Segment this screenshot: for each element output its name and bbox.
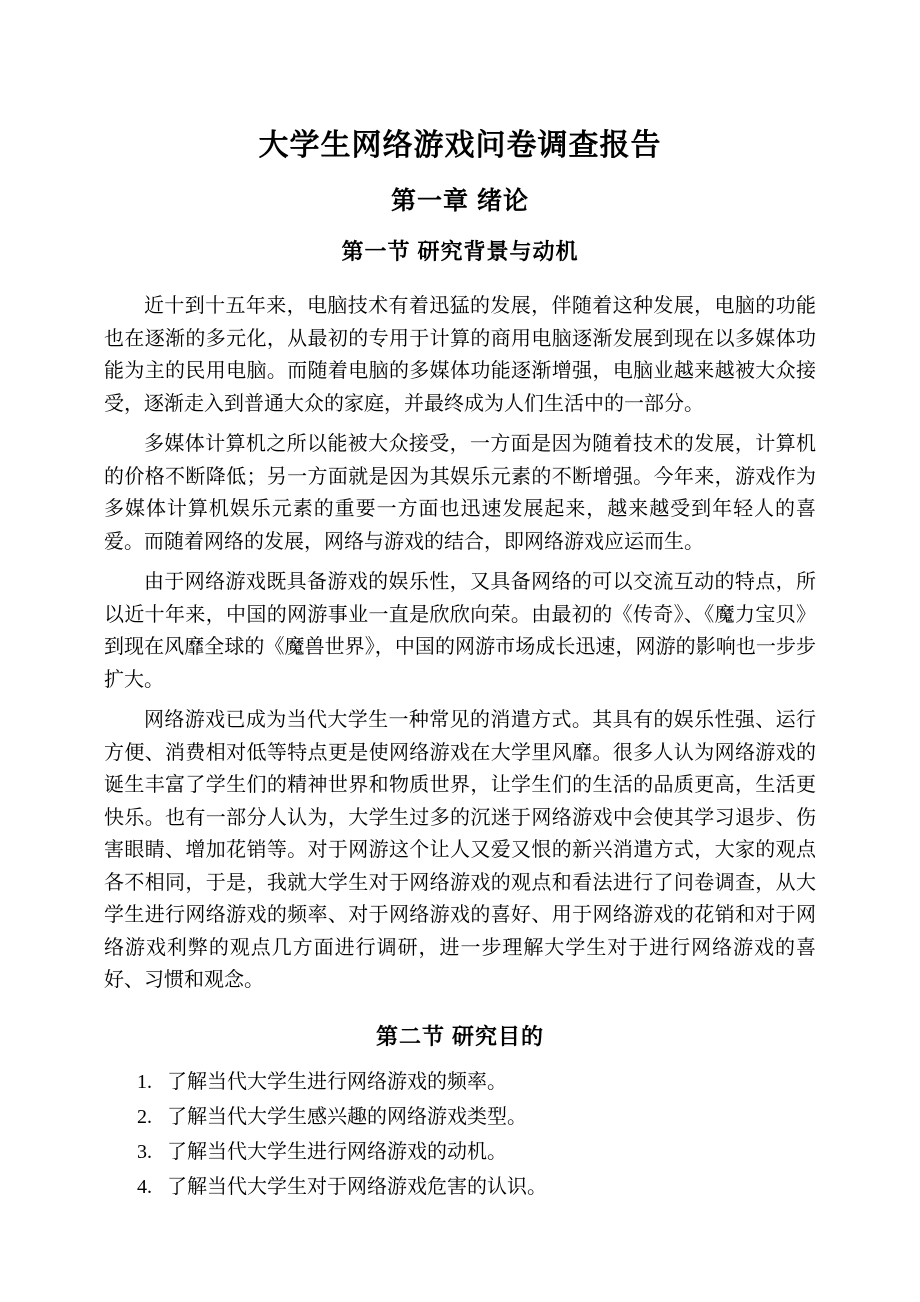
section-1-heading: 第一节 研究背景与动机 <box>341 239 579 264</box>
list-item <box>104 1107 816 1128</box>
research-purpose-list <box>104 1072 816 1198</box>
section-2-heading: 第二节 研究目的 <box>375 1023 545 1049</box>
paragraph-multimedia-acceptance: 多媒体计算机之所以能被大众接受，一方面是因为随着技术的发展，计算机的价格不断降低；另一方面就是因为其娱乐元素的不断增强。今年来，游戏作为多媒体计算机娱乐元素的重要一方面也迅速发展起来，越来越受到年轻人的喜爱。而随着网络的发展，网络与游戏的结合，即网络游戏应运而生。 <box>104 433 816 553</box>
list-item-text: 了解当代大学生进行网络游戏的频率。 <box>167 1070 507 1093</box>
list-item <box>104 1142 816 1163</box>
list-item <box>104 1072 816 1093</box>
document-title: 大学生网络游戏问卷调查报告 <box>258 129 662 162</box>
paragraph-computer-development: 近十到十五年来，电脑技术有着迅猛的发展，伴随着这种发展，电脑的功能也在逐渐的多元化，从最初的专用于计算的商用电脑逐渐发展到现在以多媒体功能为主的民用电脑。而随着电脑的多媒体功能逐渐增强，电脑业越来越被大众接受，逐渐走入到普通大众的家庭，并最终成为人们生活中的一部分。 <box>104 295 816 415</box>
chapter-heading: 第一章 绪论 <box>391 187 529 215</box>
list-item-text: 了解当代大学生进行网络游戏的动机。 <box>167 1140 507 1163</box>
paragraph-online-game-industry: 由于网络游戏既具备游戏的娱乐性，又具备网络的可以交流互动的特点，所以近十年来，中国的网游事业一直是欣欣向荣。由最初的《传奇》、《魔力宝贝》到现在风靡全球的《魔兽世界》，中国的网游市场成长迅速，网游的影响也一步步扩大。 <box>104 571 816 691</box>
list-item-number: 3. <box>137 1140 152 1163</box>
list-item <box>104 1177 816 1198</box>
list-item-number: 2. <box>137 1105 152 1128</box>
list-item-text: 了解当代大学生对于网络游戏危害的认识。 <box>167 1175 547 1198</box>
list-item-number: 1. <box>137 1070 152 1093</box>
list-item-number: 4. <box>137 1175 152 1198</box>
list-item-text: 了解当代大学生感兴趣的网络游戏类型。 <box>167 1105 527 1128</box>
section-1-body <box>104 290 816 997</box>
paragraph-survey-motivation: 网络游戏已成为当代大学生一种常见的消遣方式。其具有的娱乐性强、运行方便、消费相对低等特点更是使网络游戏在大学里风靡。很多人认为网络游戏的诞生丰富了学生们的精神世界和物质世界，让学生们的生活的品质更高，生活更快乐。也有一部分人认为，大学生过多的沉迷于网络游戏中会使其学习退步、伤害眼睛、增加花销等。对于网游这个让人又爱又恨的新兴消遣方式，大家的观点各不相同，于是，我就大学生对于网络游戏的观点和看法进行了问卷调查，从大学生进行网络游戏的频率、对于网络游戏的喜好、用于网络游戏的花销和对于网络游戏利弊的观点几方面进行调研，进一步理解大学生对于进行网络游戏的喜好、习惯和观念。 <box>104 709 816 991</box>
